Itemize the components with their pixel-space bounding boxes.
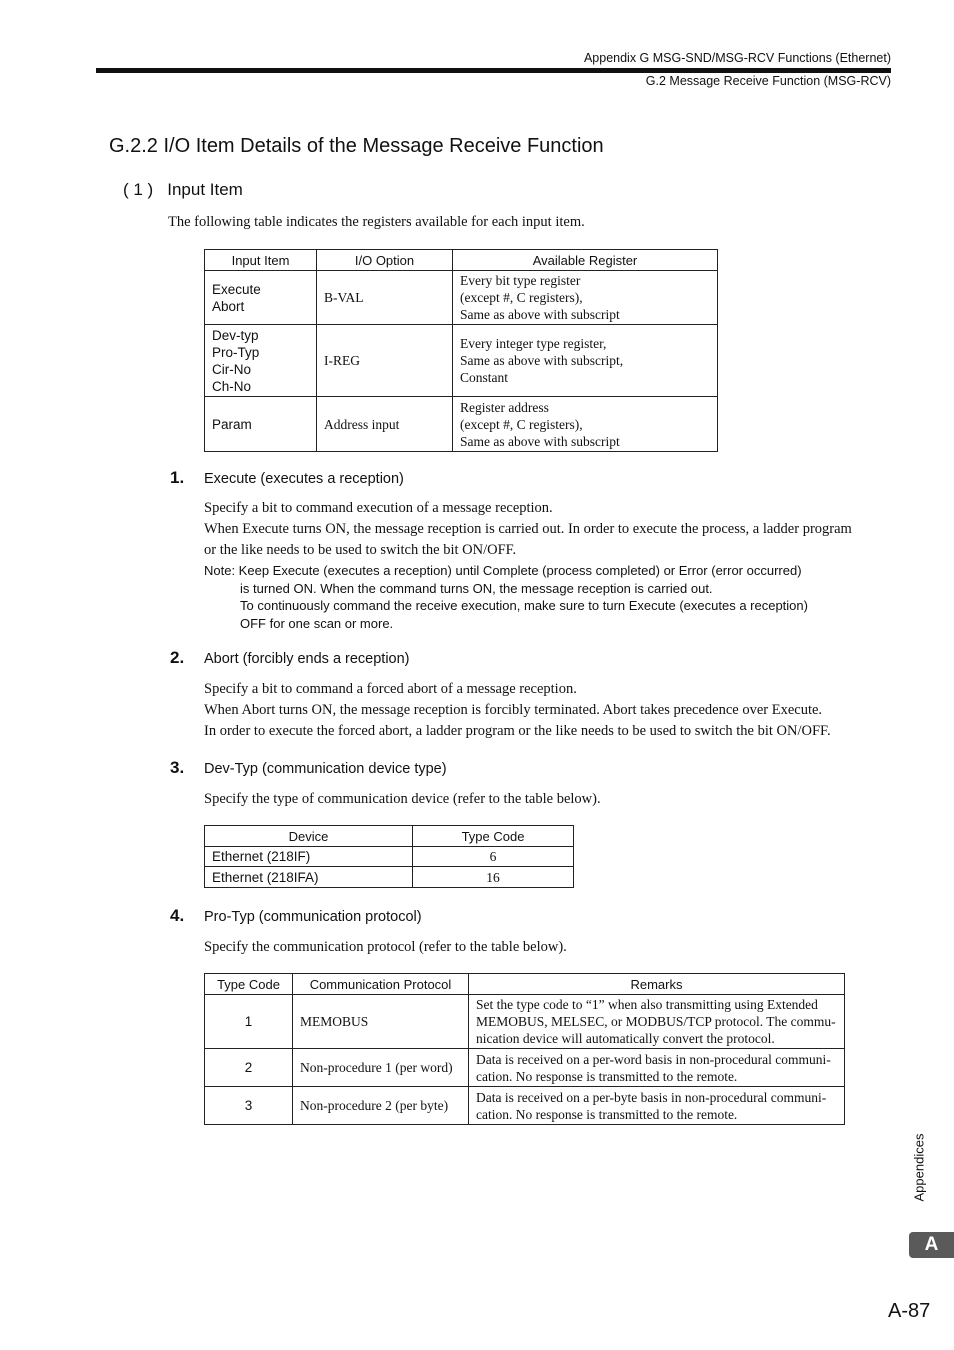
- table-row: [205, 271, 718, 325]
- item-paragraph: [204, 498, 894, 561]
- table-header: Available Register: [453, 250, 718, 271]
- item-title: Dev-Typ (communication device type): [204, 761, 447, 777]
- cell-line: Data is received on a per-word basis in non-procedural communi-: [476, 1051, 831, 1067]
- item-note: [204, 562, 808, 632]
- table-row: [205, 847, 574, 867]
- table-cell: [205, 325, 317, 397]
- table-cell: Non-procedure 2 (per byte): [293, 1087, 469, 1125]
- paragraph-line: Specify a bit to command a forced abort of a message reception.: [204, 681, 577, 697]
- item-title: Execute (executes a reception): [204, 471, 404, 487]
- cell-line: Register address: [460, 399, 549, 415]
- cell-line: Abort: [212, 298, 245, 314]
- cell-line: Set the type code to “1” when also transmitting using Extended: [476, 997, 818, 1012]
- protocol-type-table: [204, 973, 845, 1125]
- page-number: A-87: [888, 1300, 931, 1322]
- running-header-section: G.2 Message Receive Function (MSG-RCV): [645, 74, 891, 88]
- item-number: 4.: [170, 906, 185, 925]
- table-cell: MEMOBUS: [293, 995, 469, 1049]
- sidebar-appendices-label: Appendices: [911, 1133, 927, 1202]
- cell-line: cation. No response is transmitted to the remote.: [476, 1068, 738, 1084]
- table-cell: 3: [205, 1087, 293, 1125]
- table-cell: 6: [413, 847, 574, 867]
- table-row: [205, 397, 718, 452]
- running-header-appendix: Appendix G MSG-SND/MSG-RCV Functions (Ethernet): [583, 51, 891, 65]
- item-paragraph: [204, 789, 894, 810]
- cell-line: Constant: [460, 370, 509, 385]
- cell-line: (except #, C registers),: [460, 290, 583, 305]
- paragraph-line: Specify the communication protocol (refer to the table below).: [204, 939, 567, 955]
- item-number: 3.: [170, 758, 185, 777]
- item-paragraph: [204, 937, 894, 958]
- appendix-tab: A: [909, 1232, 954, 1258]
- table-row: [205, 1087, 845, 1125]
- item-paragraph: [204, 679, 894, 742]
- table-cell: 16: [413, 867, 574, 888]
- section-title: G.2.2 I/O Item Details of the Message Receive Function: [109, 135, 604, 157]
- table-cell: [453, 271, 718, 325]
- table-cell: [453, 397, 718, 452]
- table-row: [205, 867, 574, 888]
- table-header-row: [205, 974, 845, 995]
- paragraph-line: In order to execute the forced abort, a ladder program or the like needs to be used to switch the bit ON/OFF.: [204, 723, 831, 739]
- table-cell: Non-procedure 1 (per word): [293, 1049, 469, 1087]
- table-cell: 2: [205, 1049, 293, 1087]
- cell-line: Cir-No: [212, 361, 251, 377]
- cell-line: Data is received on a per-byte basis in non-procedural communi-: [476, 1089, 827, 1105]
- table-header: Communication Protocol: [293, 974, 469, 995]
- note-line: Note: Keep Execute (executes a reception) until Complete (process completed) or Error (error occurred): [204, 563, 802, 578]
- table-header: Input Item: [205, 250, 317, 271]
- item-number: 1.: [170, 468, 185, 487]
- table-cell: [469, 1087, 845, 1125]
- subsection-number: ( 1 ): [123, 180, 154, 199]
- table-cell: [205, 271, 317, 325]
- item-title: Pro-Typ (communication protocol): [204, 909, 422, 925]
- table-cell: [453, 325, 718, 397]
- cell-line: Same as above with subscript: [460, 433, 620, 449]
- device-type-table: [204, 825, 574, 888]
- table-header: I/O Option: [317, 250, 453, 271]
- paragraph-line: Specify the type of communication device (refer to the table below).: [204, 791, 601, 807]
- table-header: Type Code: [413, 826, 574, 847]
- cell-line: Ch-No: [212, 378, 252, 394]
- table-cell: Ethernet (218IFA): [205, 867, 413, 888]
- cell-line: cation. No response is transmitted to the remote.: [476, 1106, 738, 1122]
- table-cell: B-VAL: [317, 271, 453, 325]
- subsection-title: [123, 180, 243, 200]
- table-cell: [469, 995, 845, 1049]
- table-cell: Param: [205, 397, 317, 452]
- subsection-label: Input Item: [167, 180, 243, 199]
- table-row: [205, 325, 718, 397]
- cell-line: Execute: [212, 281, 261, 297]
- cell-line: Dev-typ: [212, 327, 259, 343]
- table-row: [205, 995, 845, 1049]
- cell-line: nication device will automatically convert the protocol.: [476, 1031, 775, 1046]
- table-header: Type Code: [205, 974, 293, 995]
- cell-line: MEMOBUS, MELSEC, or MODBUS/TCP protocol. The commu-: [476, 1014, 836, 1029]
- cell-line: Pro-Typ: [212, 344, 260, 360]
- header-rule: [96, 68, 891, 73]
- table-header: Device: [205, 826, 413, 847]
- table-header: Remarks: [469, 974, 845, 995]
- table-row: [205, 1049, 845, 1087]
- paragraph-line: When Abort turns ON, the message reception is forcibly terminated. Abort takes precedence over Execute.: [204, 702, 823, 718]
- item-number: 2.: [170, 648, 185, 667]
- cell-line: Same as above with subscript: [460, 307, 620, 322]
- cell-line: Every integer type register,: [460, 336, 607, 351]
- cell-line: Same as above with subscript,: [460, 353, 624, 368]
- table-cell: [469, 1049, 845, 1087]
- table-cell: Ethernet (218IF): [205, 847, 413, 867]
- cell-line: (except #, C registers),: [460, 416, 583, 432]
- paragraph-line: or the like needs to be used to switch the bit ON/OFF.: [204, 542, 517, 558]
- item-title: Abort (forcibly ends a reception): [204, 651, 410, 667]
- note-line: OFF for one scan or more.: [240, 615, 394, 631]
- paragraph-line: When Execute turns ON, the message reception is carried out. In order to execute the process, a ladder program: [204, 521, 852, 537]
- table-cell: I-REG: [317, 325, 453, 397]
- table-header-row: [205, 250, 718, 271]
- table-cell: 1: [205, 995, 293, 1049]
- note-line: is turned ON. When the command turns ON, the message reception is carried out.: [240, 580, 713, 596]
- table-header-row: [205, 826, 574, 847]
- paragraph-line: Specify a bit to command execution of a message reception.: [204, 500, 553, 516]
- cell-line: Every bit type register: [460, 273, 581, 288]
- table-cell: Address input: [317, 397, 453, 452]
- input-item-table: [204, 249, 718, 452]
- intro-text: The following table indicates the registers available for each input item.: [168, 214, 585, 230]
- note-line: To continuously command the receive execution, make sure to turn Execute (executes a reception): [240, 598, 808, 613]
